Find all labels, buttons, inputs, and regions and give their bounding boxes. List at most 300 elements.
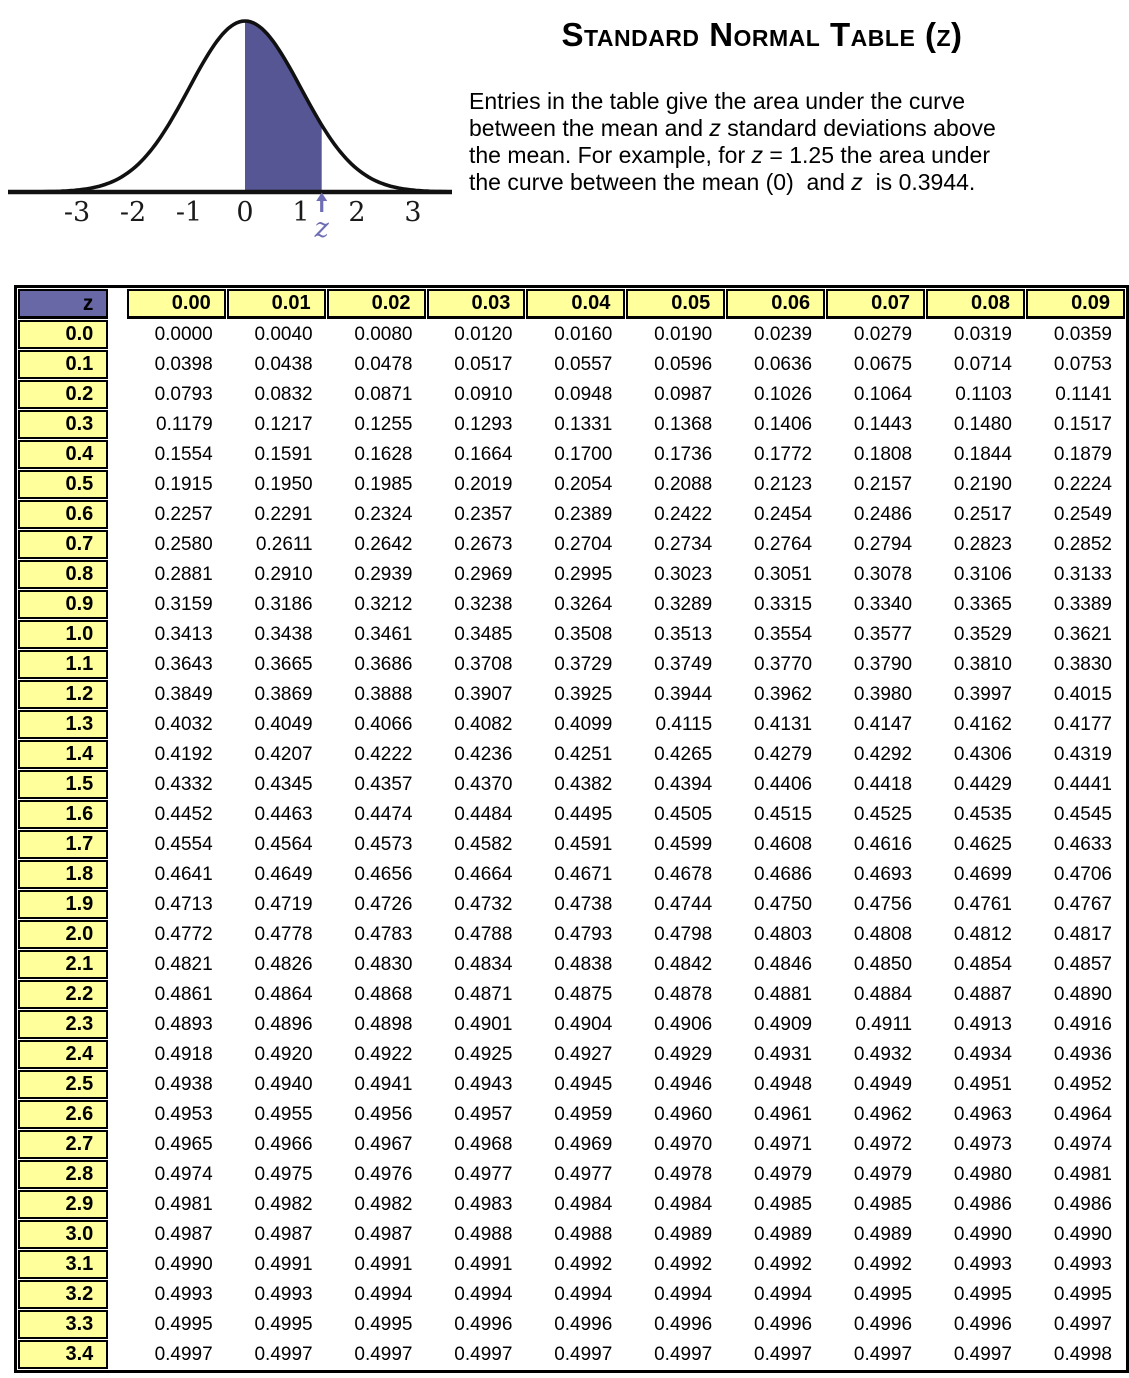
- table-cell: 0.4968: [454, 1134, 513, 1155]
- table-cell: 0.0675: [853, 354, 913, 375]
- column-spacer: [109, 1190, 125, 1219]
- table-row: [18, 560, 1125, 589]
- table-cell: 0.3340: [853, 594, 913, 615]
- table-cell: 0.4884: [853, 984, 913, 1005]
- table-cell: 0.2019: [454, 474, 513, 495]
- table-cell: 0.4177: [1053, 714, 1112, 735]
- table-cell: 0.4969: [554, 1134, 613, 1155]
- table-row: [18, 1280, 1125, 1309]
- table-cell: 0.4495: [554, 804, 613, 825]
- table-cell: 0.4996: [654, 1314, 713, 1335]
- table-cell: 0.4319: [1053, 744, 1112, 765]
- table-cell: 0.4966: [254, 1134, 313, 1155]
- column-spacer: [109, 890, 125, 919]
- table-cell: 0.4967: [354, 1134, 413, 1155]
- table-cell: 0.4826: [254, 954, 313, 975]
- table-cell: 0.4564: [254, 834, 313, 855]
- table-cell: 0.4345: [254, 774, 313, 795]
- table-cell: 0.4292: [853, 744, 913, 765]
- table-cell: 0.2357: [454, 504, 513, 525]
- table-cell: 0.0000: [154, 324, 213, 345]
- table-cell: 0.4991: [454, 1254, 513, 1275]
- table-cell: 0.4641: [154, 864, 213, 885]
- table-cell: 0.1591: [254, 444, 313, 465]
- table-cell: 0.1736: [654, 444, 713, 465]
- table-cell: 0.4878: [654, 984, 713, 1005]
- table-row: [18, 470, 1125, 499]
- table-cell: 0.2734: [654, 534, 713, 555]
- table-cell: 0.4956: [354, 1104, 413, 1125]
- table-cell: 0.2291: [254, 504, 313, 525]
- column-spacer: [109, 1160, 125, 1189]
- intro-section: [462, 6, 1062, 197]
- table-row: [18, 770, 1125, 799]
- table-cell: 0.4909: [754, 1014, 813, 1035]
- column-header: 0.01: [227, 289, 326, 319]
- table-cell: 0.4955: [254, 1104, 313, 1125]
- table-cell: 0.4953: [154, 1104, 213, 1125]
- table-cell: 0.4980: [953, 1164, 1012, 1185]
- table-cell: 0.4977: [554, 1164, 613, 1185]
- z-row-label: 3.3: [18, 1310, 108, 1339]
- axis-tick-label: 0: [236, 197, 254, 228]
- table-cell: 0.4192: [154, 744, 213, 765]
- table-cell: 0.4946: [654, 1074, 713, 1095]
- z-table-header: [18, 289, 1125, 319]
- z-row-label: 2.8: [18, 1160, 108, 1189]
- table-cell: 0.0714: [953, 354, 1012, 375]
- table-cell: 0.2764: [754, 534, 813, 555]
- table-cell: 0.4986: [953, 1194, 1012, 1215]
- description-text: = 1.25 the area under: [763, 142, 990, 169]
- table-cell: 0.4265: [654, 744, 713, 765]
- z-row-label: 2.4: [18, 1040, 108, 1069]
- table-cell: 0.0190: [654, 324, 713, 345]
- table-cell: 0.4997: [454, 1344, 513, 1365]
- table-cell: 0.4834: [454, 954, 513, 975]
- table-cell: 0.3365: [953, 594, 1012, 615]
- column-spacer: [109, 920, 125, 949]
- table-cell: 0.1628: [354, 444, 413, 465]
- table-cell: 0.4971: [754, 1134, 813, 1155]
- description-text: is 0.3944.: [862, 169, 976, 196]
- z-row-label: 0.4: [18, 440, 108, 469]
- table-cell: 0.2611: [255, 534, 313, 555]
- table-cell: 0.4251: [554, 744, 613, 765]
- axis-tick-label: -1: [175, 197, 203, 228]
- table-cell: 0.4830: [354, 954, 413, 975]
- table-cell: 0.4798: [654, 924, 713, 945]
- table-cell: 0.4993: [1053, 1254, 1112, 1275]
- table-cell: 0.2794: [853, 534, 913, 555]
- table-cell: 0.4997: [1053, 1314, 1112, 1335]
- table-cell: 0.4857: [1053, 954, 1112, 975]
- table-cell: 0.1879: [1053, 444, 1112, 465]
- table-cell: 0.4941: [354, 1074, 413, 1095]
- table-cell: 0.4994: [354, 1284, 413, 1305]
- table-row: [18, 860, 1125, 889]
- table-cell: 0.4778: [254, 924, 313, 945]
- description-line: [469, 115, 1062, 142]
- table-cell: 0.4099: [554, 714, 613, 735]
- table-cell: 0.0279: [853, 324, 913, 345]
- z-row-label: 3.0: [18, 1220, 108, 1249]
- table-cell: 0.4582: [454, 834, 513, 855]
- table-cell: 0.4998: [1053, 1344, 1112, 1365]
- table-cell: 0.4973: [953, 1134, 1012, 1155]
- table-cell: 0.4989: [853, 1224, 913, 1245]
- column-spacer: [109, 560, 125, 589]
- table-cell: 0.3888: [354, 684, 413, 705]
- table-cell: 0.4979: [853, 1164, 913, 1185]
- table-cell: 0.4864: [254, 984, 313, 1005]
- table-cell: 0.4761: [953, 894, 1012, 915]
- table-cell: 0.4992: [654, 1254, 713, 1275]
- table-cell: 0.1406: [754, 414, 813, 435]
- table-cell: 0.4994: [754, 1284, 813, 1305]
- table-row: [18, 1220, 1125, 1249]
- table-row: [18, 920, 1125, 949]
- table-cell: 0.4970: [654, 1134, 713, 1155]
- corner-z-header: z: [18, 289, 108, 319]
- z-row-label: 2.1: [18, 950, 108, 979]
- table-cell: 0.1664: [454, 444, 513, 465]
- table-cell: 0.3023: [654, 564, 713, 585]
- table-cell: 0.2157: [853, 474, 913, 495]
- table-cell: 0.4357: [354, 774, 413, 795]
- table-cell: 0.1179: [156, 414, 213, 435]
- header-row: [18, 289, 1125, 319]
- table-cell: 0.4049: [254, 714, 313, 735]
- table-cell: 0.2422: [654, 504, 713, 525]
- table-cell: 0.1480: [953, 414, 1012, 435]
- table-row: [18, 1250, 1125, 1279]
- table-cell: 0.4463: [254, 804, 313, 825]
- table-row: [18, 380, 1125, 409]
- table-cell: 0.3770: [754, 654, 813, 675]
- table-cell: 0.4997: [254, 1344, 313, 1365]
- table-cell: 0.4382: [554, 774, 613, 795]
- table-cell: 0.3513: [654, 624, 713, 645]
- table-cell: 0.4608: [754, 834, 813, 855]
- table-cell: 0.4951: [953, 1074, 1012, 1095]
- table-cell: 0.4732: [454, 894, 513, 915]
- z-variable: z: [851, 169, 863, 196]
- table-cell: 0.4982: [354, 1194, 413, 1215]
- column-spacer: [109, 1070, 125, 1099]
- table-cell: 0.4938: [154, 1074, 213, 1095]
- table-cell: 0.4997: [354, 1344, 413, 1365]
- column-spacer: [109, 650, 125, 679]
- table-cell: 0.4545: [1053, 804, 1112, 825]
- table-cell: 0.0636: [754, 354, 813, 375]
- column-spacer: [109, 500, 125, 529]
- table-cell: 0.0080: [354, 324, 413, 345]
- z-row-label: 1.5: [18, 770, 108, 799]
- table-cell: 0.4934: [953, 1044, 1012, 1065]
- table-cell: 0.1700: [554, 444, 613, 465]
- column-header: 0.02: [327, 289, 426, 319]
- table-cell: 0.4925: [454, 1044, 513, 1065]
- table-cell: 0.3438: [254, 624, 313, 645]
- column-spacer: [109, 590, 125, 619]
- table-cell: 0.2704: [554, 534, 613, 555]
- description-text: between the mean and: [469, 115, 710, 142]
- table-cell: 0.2852: [1053, 534, 1112, 555]
- table-cell: 0.3962: [754, 684, 813, 705]
- table-cell: 0.4989: [654, 1224, 713, 1245]
- table-cell: 0.4994: [454, 1284, 513, 1305]
- table-cell: 0.4887: [953, 984, 1012, 1005]
- table-cell: 0.4996: [853, 1314, 913, 1335]
- table-cell: 0.4990: [1053, 1224, 1112, 1245]
- z-row-label: 0.1: [18, 350, 108, 379]
- table-cell: 0.4962: [853, 1104, 913, 1125]
- table-cell: 0.0120: [454, 324, 513, 345]
- table-cell: 0.4972: [853, 1134, 913, 1155]
- table-cell: 0.4686: [754, 864, 813, 885]
- table-cell: 0.3078: [853, 564, 913, 585]
- column-spacer: [109, 1340, 125, 1369]
- table-row: [18, 890, 1125, 919]
- table-cell: 0.2224: [1053, 474, 1112, 495]
- table-cell: 0.4515: [754, 804, 813, 825]
- table-cell: 0.0948: [554, 384, 613, 405]
- table-cell: 0.1554: [154, 444, 213, 465]
- table-cell: 0.4656: [354, 864, 413, 885]
- table-cell: 0.4994: [554, 1284, 613, 1305]
- column-spacer: [109, 620, 125, 649]
- table-cell: 0.4995: [154, 1314, 213, 1335]
- table-cell: 0.3461: [354, 624, 413, 645]
- table-cell: 0.4649: [254, 864, 313, 885]
- table-cell: 0.1985: [354, 474, 413, 495]
- table-cell: 0.3907: [454, 684, 513, 705]
- table-cell: 0.1026: [754, 384, 813, 405]
- table-cell: 0.4920: [254, 1044, 313, 1065]
- table-row: [18, 1190, 1125, 1219]
- column-spacer: [109, 860, 125, 889]
- table-cell: 0.4975: [254, 1164, 313, 1185]
- table-cell: 0.4945: [554, 1074, 613, 1095]
- table-cell: 0.4949: [853, 1074, 913, 1095]
- table-cell: 0.0753: [1053, 354, 1112, 375]
- table-cell: 0.4997: [953, 1344, 1012, 1365]
- table-cell: 0.3944: [654, 684, 713, 705]
- table-cell: 0.4726: [354, 894, 413, 915]
- table-cell: 0.4898: [354, 1014, 413, 1035]
- table-cell: 0.0319: [953, 324, 1012, 345]
- table-row: [18, 320, 1125, 349]
- column-spacer: [109, 1040, 125, 1069]
- table-cell: 0.1255: [354, 414, 413, 435]
- table-cell: 0.2517: [953, 504, 1012, 525]
- table-cell: 0.4992: [754, 1254, 813, 1275]
- table-cell: 0.0557: [554, 354, 613, 375]
- table-cell: 0.1844: [953, 444, 1012, 465]
- table-cell: 0.4927: [554, 1044, 613, 1065]
- column-header: 0.05: [626, 289, 725, 319]
- column-spacer: [109, 410, 125, 439]
- table-cell: 0.2257: [154, 504, 213, 525]
- table-cell: 0.1064: [853, 384, 913, 405]
- table-cell: 0.4986: [1053, 1194, 1112, 1215]
- z-row-label: 3.1: [18, 1250, 108, 1279]
- table-cell: 0.4306: [953, 744, 1012, 765]
- table-cell: 0.4991: [254, 1254, 313, 1275]
- column-spacer: [109, 980, 125, 1009]
- table-cell: 0.0438: [254, 354, 313, 375]
- column-spacer: [109, 1130, 125, 1159]
- table-cell: 0.1293: [454, 414, 513, 435]
- table-cell: 0.3051: [754, 564, 813, 585]
- table-cell: 0.4664: [454, 864, 513, 885]
- axis-tick-label: 2: [348, 197, 366, 228]
- table-cell: 0.1443: [853, 414, 913, 435]
- table-cell: 0.0160: [554, 324, 613, 345]
- table-cell: 0.3289: [654, 594, 713, 615]
- table-cell: 0.4918: [154, 1044, 213, 1065]
- table-cell: 0.4162: [953, 714, 1012, 735]
- table-row: [18, 1160, 1125, 1189]
- table-row: [18, 1340, 1125, 1369]
- table-cell: 0.2939: [354, 564, 413, 585]
- column-spacer: [109, 350, 125, 379]
- table-cell: 0.4913: [953, 1014, 1012, 1035]
- z-variable: z: [751, 142, 764, 169]
- z-row-label: 0.5: [18, 470, 108, 499]
- table-cell: 0.4964: [1053, 1104, 1112, 1125]
- table-cell: 0.4429: [953, 774, 1012, 795]
- z-row-label: 2.7: [18, 1130, 108, 1159]
- table-cell: 0.3264: [554, 594, 613, 615]
- table-cell: 0.4525: [853, 804, 913, 825]
- table-cell: 0.3810: [953, 654, 1012, 675]
- table-cell: 0.4693: [853, 864, 913, 885]
- table-cell: 0.4988: [454, 1224, 513, 1245]
- table-cell: 0.4997: [853, 1344, 913, 1365]
- table-cell: 0.4082: [454, 714, 513, 735]
- description-text: standard deviations above: [720, 115, 996, 142]
- column-spacer: [109, 1010, 125, 1039]
- table-cell: 0.0040: [254, 324, 313, 345]
- table-row: [18, 1040, 1125, 1069]
- column-spacer: [109, 770, 125, 799]
- table-cell: 0.3133: [1053, 564, 1112, 585]
- table-cell: 0.4871: [454, 984, 513, 1005]
- table-cell: 0.4901: [454, 1014, 513, 1035]
- table-cell: 0.3529: [953, 624, 1012, 645]
- table-cell: 0.4943: [454, 1074, 513, 1095]
- table-cell: 0.4936: [1053, 1044, 1112, 1065]
- table-cell: 0.4370: [454, 774, 513, 795]
- table-cell: 0.4756: [853, 894, 913, 915]
- table-cell: 0.3315: [754, 594, 813, 615]
- table-cell: 0.4788: [454, 924, 513, 945]
- table-cell: 0.4236: [454, 744, 513, 765]
- table-cell: 0.2549: [1053, 504, 1112, 525]
- table-cell: 0.4817: [1053, 924, 1112, 945]
- table-cell: 0.4995: [254, 1314, 313, 1335]
- z-row-label: 1.9: [18, 890, 108, 919]
- table-description: [469, 88, 1062, 197]
- table-cell: 0.4959: [554, 1104, 613, 1125]
- table-row: [18, 800, 1125, 829]
- table-cell: 0.4699: [953, 864, 1012, 885]
- table-cell: 0.4222: [354, 744, 413, 765]
- table-cell: 0.4418: [853, 774, 913, 795]
- column-header: 0.00: [127, 289, 226, 319]
- table-cell: 0.0793: [154, 384, 213, 405]
- column-spacer: [109, 950, 125, 979]
- table-cell: 0.4982: [254, 1194, 313, 1215]
- table-cell: 0.4984: [554, 1194, 613, 1215]
- table-cell: 0.2995: [554, 564, 613, 585]
- table-cell: 0.4394: [654, 774, 713, 795]
- table-cell: 0.2054: [554, 474, 613, 495]
- table-cell: 0.4997: [154, 1344, 213, 1365]
- table-cell: 0.2910: [254, 564, 313, 585]
- table-row: [18, 710, 1125, 739]
- table-cell: 0.3485: [454, 624, 513, 645]
- table-cell: 0.2389: [554, 504, 613, 525]
- table-cell: 0.4850: [853, 954, 913, 975]
- table-cell: 0.2881: [154, 564, 213, 585]
- table-cell: 0.0832: [254, 384, 313, 405]
- column-spacer: [109, 1280, 125, 1309]
- column-spacer: [109, 1100, 125, 1129]
- column-spacer: [109, 530, 125, 559]
- table-cell: 0.3508: [554, 624, 613, 645]
- table-cell: 0.4066: [354, 714, 413, 735]
- z-row-label: 1.1: [18, 650, 108, 679]
- table-cell: 0.4990: [154, 1254, 213, 1275]
- table-cell: 0.4842: [654, 954, 713, 975]
- table-cell: 0.4997: [554, 1344, 613, 1365]
- table-cell: 0.3790: [853, 654, 913, 675]
- z-row-label: 1.6: [18, 800, 108, 829]
- table-cell: 0.4976: [354, 1164, 413, 1185]
- table-cell: 0.4977: [454, 1164, 513, 1185]
- table-row: [18, 410, 1125, 439]
- table-row: [18, 950, 1125, 979]
- table-cell: 0.4599: [654, 834, 713, 855]
- table-cell: 0.4996: [454, 1314, 513, 1335]
- table-cell: 0.4846: [754, 954, 813, 975]
- table-cell: 0.4997: [754, 1344, 813, 1365]
- table-cell: 0.2190: [953, 474, 1012, 495]
- z-table: [17, 288, 1126, 1370]
- table-cell: 0.4922: [354, 1044, 413, 1065]
- table-cell: 0.4484: [454, 804, 513, 825]
- table-cell: 0.3577: [853, 624, 913, 645]
- table-cell: 0.4147: [853, 714, 913, 735]
- table-cell: 0.4896: [254, 1014, 313, 1035]
- table-cell: 0.3997: [953, 684, 1012, 705]
- z-row-label: 1.2: [18, 680, 108, 709]
- z-row-label: 3.4: [18, 1340, 108, 1369]
- z-row-label: 0.7: [18, 530, 108, 559]
- table-cell: 0.3159: [154, 594, 213, 615]
- column-header: 0.03: [427, 289, 526, 319]
- column-spacer: [109, 380, 125, 409]
- axis-tick-label: -2: [119, 197, 147, 228]
- z-row-label: 1.0: [18, 620, 108, 649]
- table-cell: 0.4573: [354, 834, 413, 855]
- table-cell: 0.1950: [254, 474, 313, 495]
- table-cell: 0.2673: [454, 534, 513, 555]
- z-row-label: 0.6: [18, 500, 108, 529]
